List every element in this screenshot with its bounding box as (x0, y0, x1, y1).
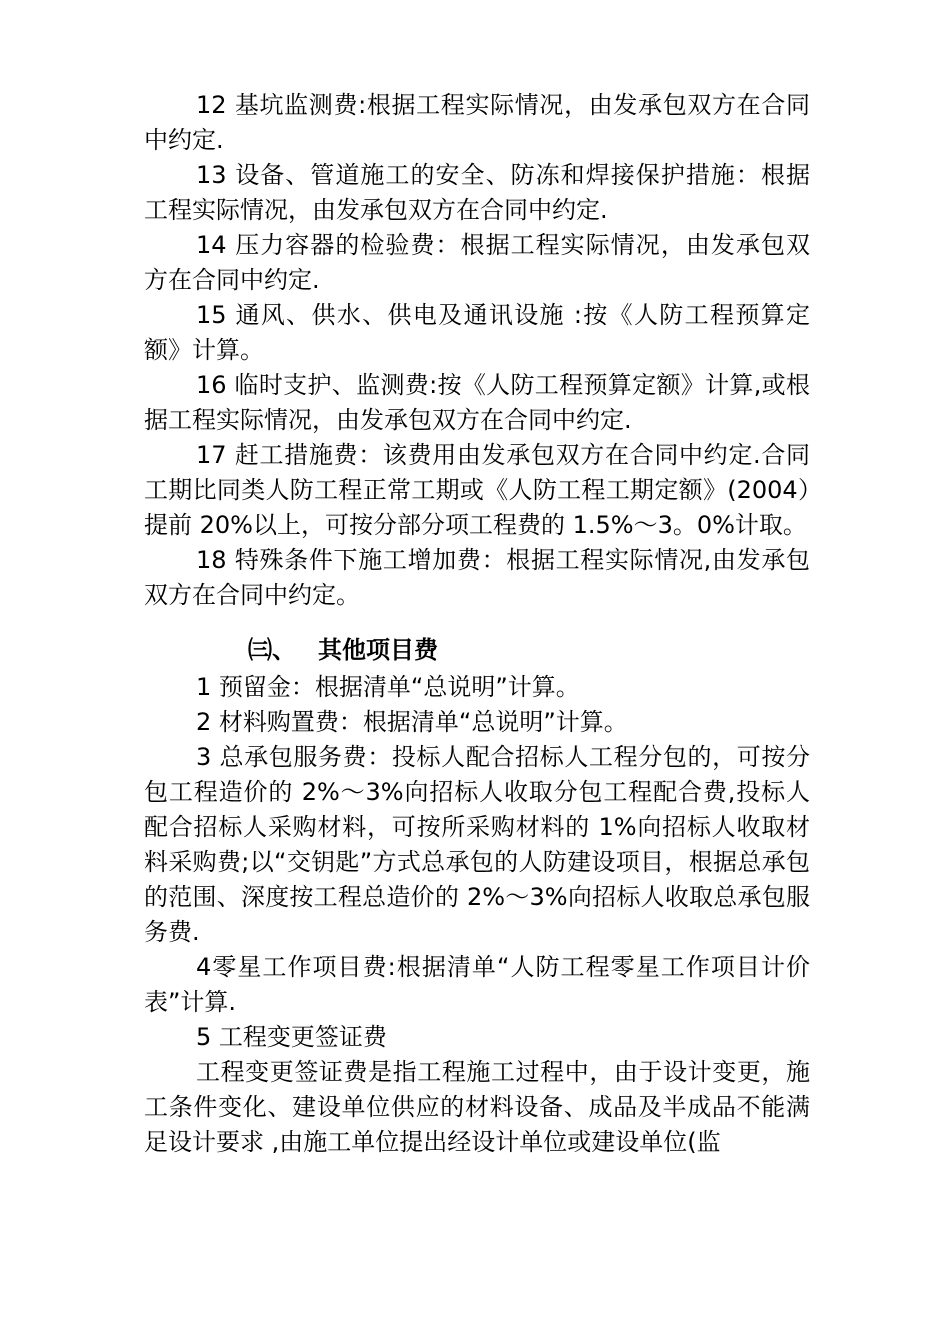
paragraph-item-17: 17 赶工措施费：该费用由发承包双方在合同中约定.合同工期比同类人防工程正常工期或《人防工程工期定额》(2004）提前 20%以上，可按分部分项工程费的 1.5%～3。0%计取。 (144, 441, 810, 539)
paragraph-item-5: 5 工程变更签证费 (196, 1023, 387, 1051)
paragraph-item-15: 15 通风、供水、供电及通讯设施 :按《人防工程预算定额》计算。 (144, 301, 810, 364)
paragraph-item-18: 18 特殊条件下施工增加费：根据工程实际情况,由发承包双方在合同中约定。 (144, 546, 810, 609)
paragraph-item-2: 2 材料购置费：根据清单“总说明”计算。 (196, 708, 628, 736)
document-page (144, 88, 810, 1160)
section-heading-other-items (144, 613, 810, 670)
section-title: 其他项目费 (318, 636, 438, 664)
section-number: ㈢、 (248, 636, 296, 664)
paragraph-item-13: 13 设备、管道施工的安全、防冻和焊接保护措施：根据工程实际情况，由发承包双方在合同中约定. (144, 161, 810, 224)
paragraph-item-4: 4零星工作项目费:根据清单“人防工程零星工作项目计价表”计算. (144, 953, 810, 1016)
paragraph-item-12: 12 基坑监测费:根据工程实际情况，由发承包双方在合同中约定. (144, 91, 810, 154)
paragraph-item-16: 16 临时支护、监测费:按《人防工程预算定额》计算,或根据工程实际情况，由发承包双方在合同中约定. (144, 371, 810, 434)
paragraph-item-5-body: 工程变更签证费是指工程施工过程中，由于设计变更，施工条件变化、建设单位供应的材料设备、成品及半成品不能满足设计要求 ,由施工单位提出经设计单位或建设单位(监 (144, 1058, 810, 1156)
paragraph-item-14: 14 压力容器的检验费：根据工程实际情况，由发承包双方在合同中约定. (144, 231, 810, 294)
paragraph-item-1: 1 预留金：根据清单“总说明”计算。 (196, 673, 580, 701)
paragraph-item-3: 3 总承包服务费：投标人配合招标人工程分包的，可按分包工程造价的 2%～3%向招标人收取分包工程配合费,投标人配合招标人采购材料，可按所采购材料的 1%向招标人收取材料采购费;以“交钥匙”方式总承包的人防建设项目，根据总承包的范围、深度按工程总造价的 2%～3%向招标人收取总承包服务费. (144, 743, 810, 946)
